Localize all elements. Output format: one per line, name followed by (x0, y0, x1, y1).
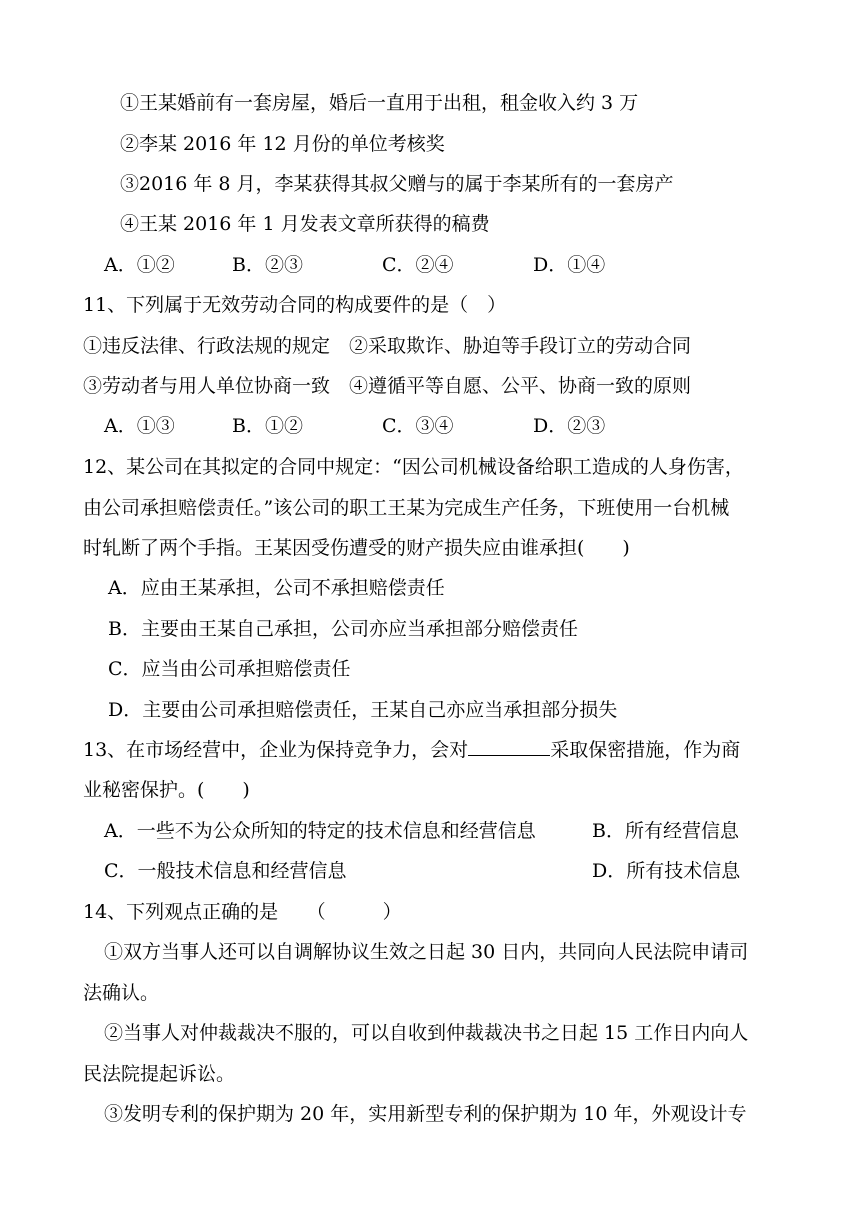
q11-option-d: D．②③ (533, 415, 606, 437)
q14-line-3: ②当事人对仲裁裁决不服的，可以自收到仲裁裁决书之日起 15 工作日内向人 (104, 1022, 749, 1044)
q11-items-line-2: ③劳动者与用人单位协商一致 ④遵循平等自愿、公平、协商一致的原则 (83, 375, 692, 397)
q10-option-d: D．①④ (533, 254, 606, 276)
q10-item-3: ③2016 年 8 月，李某获得其叔父赠与的属于李某所有的一套房产 (120, 173, 674, 195)
q13-option-a: A．一些不为公众所知的特定的技术信息和经营信息 (104, 820, 536, 842)
q13-option-d: D．所有技术信息 (592, 860, 741, 882)
q13-option-b: B．所有经营信息 (592, 820, 739, 842)
q10-option-c: C．②④ (382, 254, 454, 276)
q13-stem-line-2: 业秘密保护。( ) (83, 779, 250, 801)
q13-stem-after: 采取保密措施，作为商 (550, 739, 741, 761)
q11-stem: 11、下列属于无效劳动合同的构成要件的是（ ） (83, 294, 507, 316)
q12-stem-line-3: 时轧断了两个手指。王某因受伤遭受的财产损失应由谁承担( ) (83, 537, 630, 559)
q10-item-4: ④王某 2016 年 1 月发表文章所获得的稿费 (120, 213, 490, 235)
q12-option-b: B．主要由王某自己承担，公司亦应当承担部分赔偿责任 (108, 618, 578, 640)
q14-line-4: 民法院提起诉讼。 (83, 1063, 236, 1085)
q14-stem: 14、下列观点正确的是 （ ） (83, 901, 402, 923)
q11-option-b: B．①② (232, 415, 303, 437)
q14-line-1: ①双方当事人还可以自调解协议生效之日起 30 日内，共同向人民法院申请司 (104, 941, 749, 963)
q13-stem-line-1 (83, 737, 740, 763)
q10-item-1: ①王某婚前有一套房屋，婚后一直用于出租，租金收入约 3 万 (120, 92, 639, 114)
q13-stem-before: 13、在市场经营中，企业为保持竞争力，会对 (83, 739, 469, 761)
q11-option-a: A．①③ (104, 415, 175, 437)
q11-option-c: C．③④ (382, 415, 454, 437)
q11-items-line-1: ①违反法律、行政法规的规定 ②采取欺诈、胁迫等手段订立的劳动合同 (83, 335, 692, 357)
q10-option-a: A．①② (104, 254, 175, 276)
q13-option-c: C．一般技术信息和经营信息 (104, 860, 347, 882)
q12-option-d: D．主要由公司承担赔偿责任，王某自己亦应当承担部分损失 (108, 699, 618, 721)
q13-blank (468, 737, 550, 756)
q12-option-c: C．应当由公司承担赔偿责任 (108, 658, 351, 680)
q14-line-2: 法确认。 (83, 982, 160, 1004)
q12-stem-line-1: 12、某公司在其拟定的合同中规定：“因公司机械设备给职工造成的人身伤害， (83, 456, 744, 478)
q12-stem-line-2: 由公司承担赔偿责任。”该公司的职工王某为完成生产任务，下班使用一台机械 (83, 497, 730, 519)
q12-option-a: A．应由王某承担，公司不承担赔偿责任 (108, 577, 445, 599)
q10-option-b: B．②③ (232, 254, 303, 276)
q14-line-5: ③发明专利的保护期为 20 年，实用新型专利的保护期为 10 年，外观设计专 (104, 1103, 747, 1125)
q10-item-2: ②李某 2016 年 12 月份的单位考核奖 (120, 133, 445, 155)
